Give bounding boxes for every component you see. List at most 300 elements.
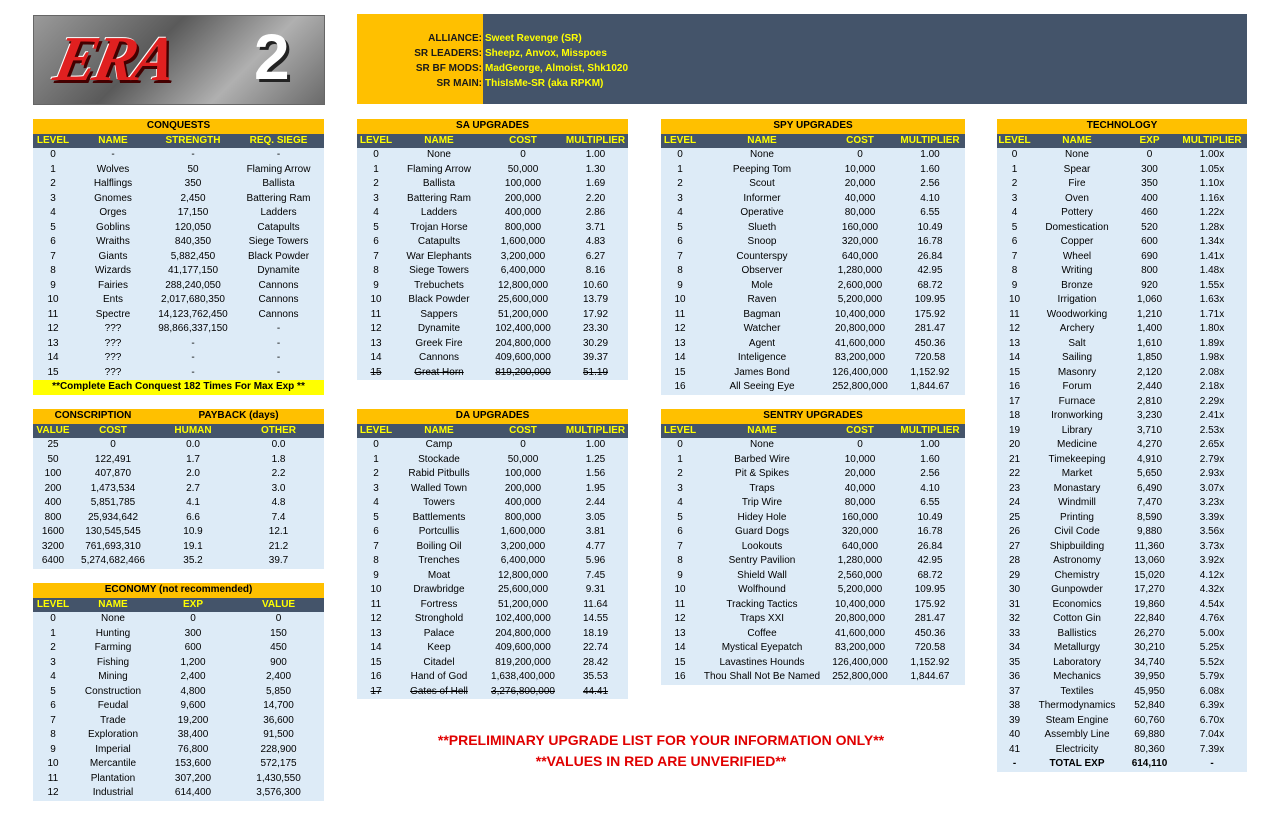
conquests-cell: - — [153, 148, 233, 163]
table-row — [997, 279, 1247, 294]
table-row — [997, 699, 1247, 714]
sa-upgrades-table — [357, 119, 628, 380]
tech-cell: Fire — [1032, 177, 1122, 192]
tech-cell: 1.10x — [1177, 177, 1247, 192]
economy-column-header: EXP — [153, 598, 233, 613]
sa-cell: 5 — [357, 221, 395, 236]
table-row — [357, 583, 628, 598]
table-row — [357, 670, 628, 685]
sa-cell: 12 — [357, 322, 395, 337]
da-cell: 11.64 — [563, 598, 628, 613]
conquests-cell: ??? — [73, 337, 153, 352]
sa-cell: Trebuchets — [395, 279, 483, 294]
tech-cell: 300 — [1122, 163, 1177, 178]
table-row — [357, 235, 628, 250]
conquests-cell: Cannons — [233, 308, 324, 323]
da-cell: 4.77 — [563, 540, 628, 555]
economy-title-row — [33, 583, 324, 598]
conscription-subtitle: PAYBACK (days) — [153, 409, 324, 424]
da-cell: 9.31 — [563, 583, 628, 598]
tech-total-cell: 614,110 — [1122, 757, 1177, 772]
conscription-cell: 7.4 — [233, 511, 324, 526]
spy-cell: 13 — [661, 337, 699, 352]
economy-cell: 0 — [153, 612, 233, 627]
da-cell: 6 — [357, 525, 395, 540]
tech-cell: 7.04x — [1177, 728, 1247, 743]
conquests-cell: - — [153, 366, 233, 381]
table-row — [33, 482, 324, 497]
da-cell: 800,000 — [483, 511, 563, 526]
conquests-cell: Black Powder — [233, 250, 324, 265]
sa-cell: 3.71 — [563, 221, 628, 236]
da-cell: 12 — [357, 612, 395, 627]
tech-cell: Steam Engine — [1032, 714, 1122, 729]
da-cell: Fortress — [395, 598, 483, 613]
table-row — [997, 337, 1247, 352]
tech-cell: 29 — [997, 569, 1032, 584]
tech-cell: 52,840 — [1122, 699, 1177, 714]
table-row — [33, 656, 324, 671]
tech-cell: 7 — [997, 250, 1032, 265]
economy-column-header: VALUE — [233, 598, 324, 613]
spy-title-row — [661, 119, 965, 134]
spy-cell: 7 — [661, 250, 699, 265]
conquests-cell: 5 — [33, 221, 73, 236]
alliance-info-row — [357, 61, 1247, 76]
tech-cell: 1.89x — [1177, 337, 1247, 352]
tech-cell: Copper — [1032, 235, 1122, 250]
sa-cell: Flaming Arrow — [395, 163, 483, 178]
table-row — [357, 250, 628, 265]
conquests-title: CONQUESTS — [33, 119, 324, 134]
conquests-note-row — [33, 380, 324, 395]
table-row — [357, 264, 628, 279]
sentry-cell: 83,200,000 — [825, 641, 895, 656]
spy-cell: 6.55 — [895, 206, 965, 221]
sentry-cell: Thou Shall Not Be Named — [699, 670, 825, 685]
tech-cell: 1.41x — [1177, 250, 1247, 265]
da-cell: 12,800,000 — [483, 569, 563, 584]
table-row — [661, 380, 965, 395]
tech-cell: Wheel — [1032, 250, 1122, 265]
tech-cell: 12 — [997, 322, 1032, 337]
conscription-cell: 6.6 — [153, 511, 233, 526]
economy-cell: 36,600 — [233, 714, 324, 729]
conquests-cell: 1 — [33, 163, 73, 178]
conscription-cell: 800 — [33, 511, 73, 526]
conquests-cell: 2,450 — [153, 192, 233, 207]
tech-cell: Oven — [1032, 192, 1122, 207]
economy-cell: Farming — [73, 641, 153, 656]
tech-cell: 1,400 — [1122, 322, 1177, 337]
conquests-cell: Wraiths — [73, 235, 153, 250]
economy-cell: 600 — [153, 641, 233, 656]
tech-cell: Laboratory — [1032, 656, 1122, 671]
tech-cell: Assembly Line — [1032, 728, 1122, 743]
economy-cell: 2 — [33, 641, 73, 656]
da-cell: Stockade — [395, 453, 483, 468]
sa-cell: 3 — [357, 192, 395, 207]
table-row — [997, 612, 1247, 627]
sentry-cell: 10,000 — [825, 453, 895, 468]
sentry-cell: 15 — [661, 656, 699, 671]
conscription-title-row — [33, 409, 324, 424]
da-cell: 5 — [357, 511, 395, 526]
table-row — [357, 308, 628, 323]
table-row — [33, 206, 324, 221]
tech-cell: 26,270 — [1122, 627, 1177, 642]
tech-cell: 31 — [997, 598, 1032, 613]
sentry-cell: 1.60 — [895, 453, 965, 468]
conscription-cell: 2.7 — [153, 482, 233, 497]
spy-cell: 2.56 — [895, 177, 965, 192]
economy-cell: 9,600 — [153, 699, 233, 714]
table-row — [997, 453, 1247, 468]
conquests-cell: 120,050 — [153, 221, 233, 236]
conscription-cell: 21.2 — [233, 540, 324, 555]
table-row — [661, 569, 965, 584]
conquests-cell: 50 — [153, 163, 233, 178]
sa-cell: 1.30 — [563, 163, 628, 178]
table-row — [997, 192, 1247, 207]
table-row — [357, 569, 628, 584]
da-cell: 0 — [357, 438, 395, 453]
conscription-cell: 100 — [33, 467, 73, 482]
tech-cell: Medicine — [1032, 438, 1122, 453]
table-row — [33, 511, 324, 526]
tech-cell: Irrigation — [1032, 293, 1122, 308]
sentry-cell: 160,000 — [825, 511, 895, 526]
conscription-column-header: OTHER — [233, 424, 324, 439]
sentry-cell: 1.00 — [895, 438, 965, 453]
tech-cell: 2,120 — [1122, 366, 1177, 381]
da-cell: Moat — [395, 569, 483, 584]
spy-cell: 2 — [661, 177, 699, 192]
table-row — [357, 525, 628, 540]
da-cell: 3 — [357, 482, 395, 497]
sa-cell: 6.27 — [563, 250, 628, 265]
economy-cell: 11 — [33, 772, 73, 787]
tech-cell: 1.55x — [1177, 279, 1247, 294]
table-row — [357, 206, 628, 221]
tech-cell: 17,270 — [1122, 583, 1177, 598]
sa-cell: 2 — [357, 177, 395, 192]
table-row — [33, 525, 324, 540]
da-cell: 22.74 — [563, 641, 628, 656]
logo-era-text: ERA — [48, 23, 180, 94]
tech-cell: Pottery — [1032, 206, 1122, 221]
tech-cell: Ballistics — [1032, 627, 1122, 642]
da-cell: 3,200,000 — [483, 540, 563, 555]
spy-cell: 720.58 — [895, 351, 965, 366]
tech-cell: 37 — [997, 685, 1032, 700]
spy-cell: 126,400,000 — [825, 366, 895, 381]
tech-cell: 5.52x — [1177, 656, 1247, 671]
table-row — [661, 641, 965, 656]
spy-cell: 0 — [825, 148, 895, 163]
tech-cell: 38 — [997, 699, 1032, 714]
table-row — [661, 192, 965, 207]
tech-cell: 5 — [997, 221, 1032, 236]
conscription-cell: 5,274,682,466 — [73, 554, 153, 569]
conscription-cell: 4.8 — [233, 496, 324, 511]
alliance-info-key: SR LEADERS: — [414, 48, 482, 59]
table-row — [33, 250, 324, 265]
sentry-cell: 0 — [661, 438, 699, 453]
conquests-cell: Battering Ram — [233, 192, 324, 207]
da-cell: Gates of Hell — [395, 685, 483, 700]
da-cell: 15 — [357, 656, 395, 671]
sentry-cell: 252,800,000 — [825, 670, 895, 685]
da-cell: Portcullis — [395, 525, 483, 540]
tech-cell: None — [1032, 148, 1122, 163]
da-upgrades-table — [357, 409, 628, 699]
economy-cell: Mining — [73, 670, 153, 685]
spy-cell: 10 — [661, 293, 699, 308]
alliance-info-key: SR MAIN: — [436, 78, 482, 89]
spy-cell: 83,200,000 — [825, 351, 895, 366]
tech-column-header: MULTIPLIER — [1177, 134, 1247, 149]
economy-cell: 307,200 — [153, 772, 233, 787]
tech-cell: 4,910 — [1122, 453, 1177, 468]
table-row — [997, 235, 1247, 250]
tech-cell: 30 — [997, 583, 1032, 598]
sentry-cell: 1,152.92 — [895, 656, 965, 671]
economy-cell: 8 — [33, 728, 73, 743]
tech-cell: 11 — [997, 308, 1032, 323]
spy-cell: Inteligence — [699, 351, 825, 366]
spy-cell: 1.60 — [895, 163, 965, 178]
table-row — [997, 221, 1247, 236]
table-row — [661, 206, 965, 221]
da-cell: 14.55 — [563, 612, 628, 627]
spy-cell: 640,000 — [825, 250, 895, 265]
tech-cell: 41 — [997, 743, 1032, 758]
tech-cell: 19,860 — [1122, 598, 1177, 613]
economy-cell: 12 — [33, 786, 73, 801]
tech-cell: 460 — [1122, 206, 1177, 221]
conquests-note: **Complete Each Conquest 182 Times For Max Exp ** — [33, 380, 324, 395]
sa-cell: Catapults — [395, 235, 483, 250]
economy-cell: 0 — [233, 612, 324, 627]
preliminary-notice: **PRELIMINARY UPGRADE LIST FOR YOUR INFORMATION ONLY** — [437, 732, 885, 748]
tech-cell: 1.16x — [1177, 192, 1247, 207]
tech-cell: Forum — [1032, 380, 1122, 395]
economy-cell: Feudal — [73, 699, 153, 714]
da-cell: 2 — [357, 467, 395, 482]
tech-cell: 800 — [1122, 264, 1177, 279]
table-row — [661, 598, 965, 613]
da-cell: Keep — [395, 641, 483, 656]
da-cell: 2.44 — [563, 496, 628, 511]
spy-cell: 109.95 — [895, 293, 965, 308]
table-row — [357, 540, 628, 555]
conscription-cell: 1600 — [33, 525, 73, 540]
tech-cell: 3,710 — [1122, 424, 1177, 439]
sa-cell: 6 — [357, 235, 395, 250]
conscription-cell: 761,693,310 — [73, 540, 153, 555]
sa-cell: Battering Ram — [395, 192, 483, 207]
table-row — [33, 177, 324, 192]
economy-cell: 900 — [233, 656, 324, 671]
sa-cell: 2.86 — [563, 206, 628, 221]
spy-cell: 252,800,000 — [825, 380, 895, 395]
sa-cell: None — [395, 148, 483, 163]
conquests-title-row — [33, 119, 324, 134]
da-cell: 200,000 — [483, 482, 563, 497]
conscription-cell: 400 — [33, 496, 73, 511]
conquests-cell: 3 — [33, 192, 73, 207]
table-row — [661, 177, 965, 192]
tech-cell: 8 — [997, 264, 1032, 279]
da-cell: 17 — [357, 685, 395, 700]
table-row — [33, 322, 324, 337]
economy-cell: 14,700 — [233, 699, 324, 714]
tech-cell: 2.65x — [1177, 438, 1247, 453]
table-row — [357, 511, 628, 526]
table-row — [661, 554, 965, 569]
table-row — [661, 612, 965, 627]
table-row — [997, 482, 1247, 497]
conscription-column-header: COST — [73, 424, 153, 439]
conquests-cell: Ladders — [233, 206, 324, 221]
table-row — [33, 728, 324, 743]
tech-cell: 27 — [997, 540, 1032, 555]
tech-cell: 1.63x — [1177, 293, 1247, 308]
conscription-cell: 3200 — [33, 540, 73, 555]
spy-cell: Counterspy — [699, 250, 825, 265]
tech-cell: Masonry — [1032, 366, 1122, 381]
da-cell: Palace — [395, 627, 483, 642]
spy-cell: 450.36 — [895, 337, 965, 352]
conscription-table — [33, 409, 324, 569]
economy-cell: 1,200 — [153, 656, 233, 671]
table-row — [33, 192, 324, 207]
table-row — [997, 424, 1247, 439]
conquests-cell: Ballista — [233, 177, 324, 192]
tech-total-cell: TOTAL EXP — [1032, 757, 1122, 772]
conquests-cell: 14,123,762,450 — [153, 308, 233, 323]
tech-cell: 2.29x — [1177, 395, 1247, 410]
tech-cell: 1,610 — [1122, 337, 1177, 352]
table-row — [997, 395, 1247, 410]
spy-cell: 42.95 — [895, 264, 965, 279]
table-row — [997, 525, 1247, 540]
da-cell: 409,600,000 — [483, 641, 563, 656]
conquests-cell: Orges — [73, 206, 153, 221]
tech-cell: 2.08x — [1177, 366, 1247, 381]
table-row — [33, 351, 324, 366]
table-row — [33, 772, 324, 787]
sa-cell: 6,400,000 — [483, 264, 563, 279]
sentry-cell: 26.84 — [895, 540, 965, 555]
sa-cell: 0 — [483, 148, 563, 163]
sentry-cell: 109.95 — [895, 583, 965, 598]
sentry-cell: 4 — [661, 496, 699, 511]
sentry-cell: 1,844.67 — [895, 670, 965, 685]
table-row — [997, 148, 1247, 163]
tech-cell: 2 — [997, 177, 1032, 192]
tech-title-row — [997, 119, 1247, 134]
da-cell: Drawbridge — [395, 583, 483, 598]
conquests-cell: - — [233, 322, 324, 337]
sentry-cell: 126,400,000 — [825, 656, 895, 671]
conquests-cell: - — [233, 351, 324, 366]
tech-cell: 1,210 — [1122, 308, 1177, 323]
sentry-cell: 11 — [661, 598, 699, 613]
conquests-cell: Halflings — [73, 177, 153, 192]
table-row — [33, 685, 324, 700]
spy-cell: All Seeing Eye — [699, 380, 825, 395]
tech-cell: 15 — [997, 366, 1032, 381]
table-row — [357, 612, 628, 627]
tech-cell: Library — [1032, 424, 1122, 439]
tech-column-header: LEVEL — [997, 134, 1032, 149]
tech-total-cell: - — [1177, 757, 1247, 772]
sentry-column-header: NAME — [699, 424, 825, 439]
tech-cell: 16 — [997, 380, 1032, 395]
conquests-cell: 11 — [33, 308, 73, 323]
conscription-cell: 35.2 — [153, 554, 233, 569]
sa-cell: Ladders — [395, 206, 483, 221]
table-row — [33, 641, 324, 656]
tech-cell: 21 — [997, 453, 1032, 468]
sentry-cell: 20,800,000 — [825, 612, 895, 627]
sentry-cell: 20,000 — [825, 467, 895, 482]
table-row — [357, 293, 628, 308]
table-row — [33, 612, 324, 627]
conscription-cell: 4.1 — [153, 496, 233, 511]
da-header-row — [357, 424, 628, 439]
table-row — [997, 511, 1247, 526]
tech-cell: 520 — [1122, 221, 1177, 236]
tech-cell: 15,020 — [1122, 569, 1177, 584]
table-row — [357, 554, 628, 569]
tech-cell: 2.79x — [1177, 453, 1247, 468]
economy-cell: 0 — [33, 612, 73, 627]
tech-cell: 10 — [997, 293, 1032, 308]
conquests-cell: 840,350 — [153, 235, 233, 250]
tech-column-header: EXP — [1122, 134, 1177, 149]
tech-cell: Electricity — [1032, 743, 1122, 758]
tech-cell: 0 — [1122, 148, 1177, 163]
table-row — [997, 598, 1247, 613]
conscription-cell: 1,473,534 — [73, 482, 153, 497]
tech-cell: 2.18x — [1177, 380, 1247, 395]
table-row — [357, 598, 628, 613]
conquests-cell: 6 — [33, 235, 73, 250]
tech-cell: 35 — [997, 656, 1032, 671]
conquests-cell: Giants — [73, 250, 153, 265]
conquests-cell: Cannons — [233, 279, 324, 294]
tech-cell: 45,950 — [1122, 685, 1177, 700]
spy-cell: 40,000 — [825, 192, 895, 207]
conquests-column-header: REQ. SIEGE — [233, 134, 324, 149]
tech-cell: Civil Code — [1032, 525, 1122, 540]
table-row — [661, 467, 965, 482]
table-row — [33, 554, 324, 569]
sa-column-header: COST — [483, 134, 563, 149]
conquests-cell: - — [233, 337, 324, 352]
spy-cell: 6 — [661, 235, 699, 250]
da-cell: 3.05 — [563, 511, 628, 526]
economy-cell: 5,850 — [233, 685, 324, 700]
table-row — [661, 496, 965, 511]
economy-cell: Mercantile — [73, 757, 153, 772]
table-row — [33, 148, 324, 163]
table-row — [357, 192, 628, 207]
sa-cell: 23.30 — [563, 322, 628, 337]
